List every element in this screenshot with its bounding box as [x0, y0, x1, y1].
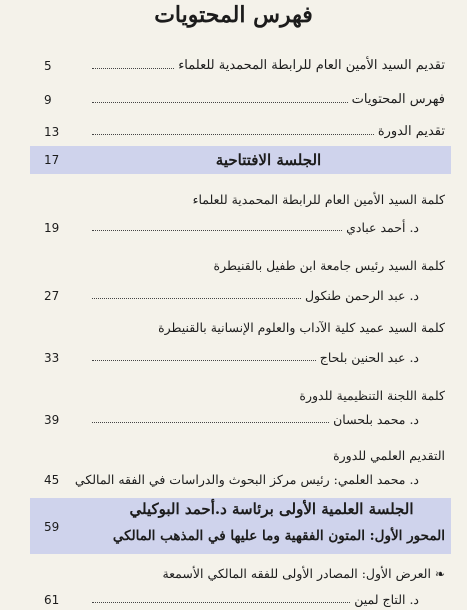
page-number: 33 [44, 350, 60, 365]
toc-entry[interactable] [44, 472, 419, 487]
leader-dots [92, 602, 350, 603]
page-number: 9 [44, 92, 52, 107]
section-title: الجلسة العلمية الأولى برئاسة د.أحمد البوكيلي [129, 500, 414, 518]
presentation-title: العرض الأول: المصادر الأولى للفقه المالكي الأسمعة [162, 566, 431, 581]
leader-dots [92, 360, 316, 361]
page-number: 39 [44, 412, 60, 427]
item-heading: التقديم العلمي للدورة [333, 448, 445, 463]
page-number: 5 [44, 58, 52, 73]
speaker-name: د. محمد العلمي: رئيس مركز البحوث والدراسات في الفقه المالكي [74, 472, 419, 487]
entry-title: فهرس المحتويات [351, 92, 445, 107]
speaker-name: د. عبد الحنين بلحاج [319, 350, 419, 365]
entry-title: تقديم السيد الأمين العام للرابطة المحمدية للعلماء [178, 58, 445, 73]
toc-entry[interactable] [44, 92, 445, 107]
toc-entry[interactable] [44, 124, 445, 139]
leader-dots [92, 68, 174, 69]
item-heading: كلمة اللجنة التنظيمية للدورة [299, 388, 445, 403]
section-band-opening[interactable] [30, 146, 451, 174]
speaker-name: د. عبد الرحمن طنكول [304, 288, 419, 303]
item-heading: كلمة السيد رئيس جامعة ابن طفيل بالقنيطرة [213, 258, 445, 273]
leader-dots [92, 134, 374, 135]
toc-entry[interactable] [44, 220, 419, 235]
speaker-name: د. التاج لمين [354, 592, 419, 607]
page-number: 61 [44, 592, 60, 607]
toc-entry[interactable] [44, 350, 419, 365]
section-title: الجلسة الافتتاحية [215, 151, 322, 169]
speaker-name: د. أحمد عبادي [346, 220, 419, 235]
leader-dots [92, 298, 301, 299]
section-band-session-one[interactable] [30, 498, 451, 554]
toc-entry[interactable] [44, 58, 445, 73]
speaker-name: د. محمد بلحسان [333, 412, 419, 427]
page-number: 59 [44, 520, 60, 534]
leader-dots [92, 422, 329, 423]
page-number: 45 [44, 472, 60, 487]
item-heading: كلمة السيد عميد كلية الآداب والعلوم الإنسانية بالقنيطرة [158, 320, 445, 335]
page-title: فهرس المحتويات [154, 2, 313, 28]
item-heading: كلمة السيد الأمين العام للرابطة المحمدية للعلماء [192, 192, 445, 207]
leader-dots [92, 102, 348, 103]
presentation-heading [44, 566, 445, 581]
fleuron-bullet-icon: ❧ [434, 567, 445, 581]
page-number: 27 [44, 288, 60, 303]
toc-entry[interactable] [44, 592, 419, 607]
entry-title: تقديم الدورة [377, 124, 445, 139]
page-number: 17 [44, 153, 60, 167]
toc-entry[interactable] [44, 412, 419, 427]
leader-dots [92, 230, 342, 231]
page-number: 19 [44, 220, 60, 235]
toc-entry[interactable] [44, 288, 419, 303]
page-number: 13 [44, 124, 60, 139]
section-axis: المحور الأول: المتون الفقهية وما عليها في المذهب المالكي [112, 528, 445, 544]
